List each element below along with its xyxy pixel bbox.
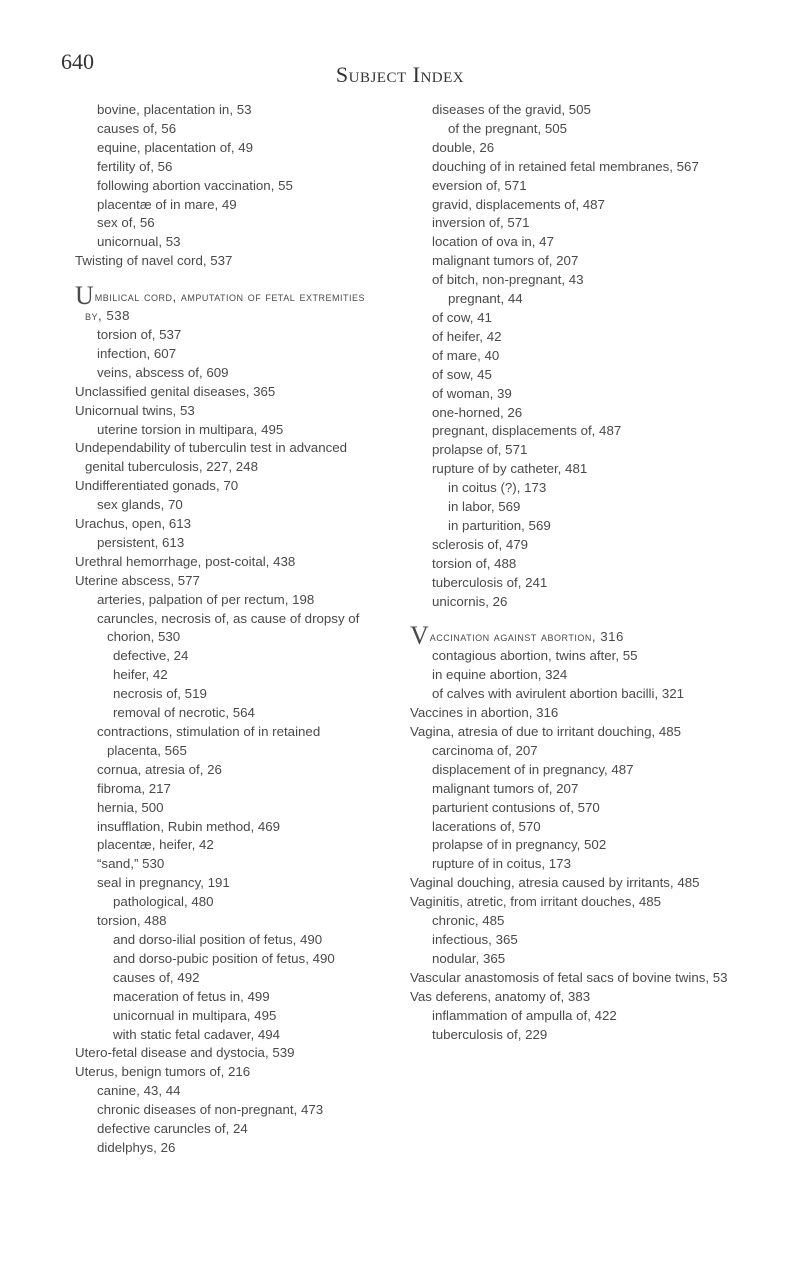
index-entry: in coitus (?), 173	[448, 480, 547, 496]
index-entry: persistent, 613	[97, 534, 185, 550]
index-entry: carcinoma of, 207	[432, 742, 538, 758]
index-entry: in parturition, 569	[448, 517, 551, 533]
index-entry: Vas deferens, anatomy of, 383	[410, 988, 591, 1004]
index-entry: of bitch, non-pregnant, 43	[432, 272, 584, 288]
index-entry: Vaginal douching, atresia caused by irritants, 485	[410, 875, 700, 891]
index-entry: veins, abscess of, 609	[97, 364, 229, 380]
index-entry: infectious, 365	[432, 931, 518, 947]
index-entry: of calves with avirulent abortion bacilli, 321	[432, 686, 685, 702]
running-title: Subject Index	[335, 62, 465, 87]
index-entry: unicornual in multipara, 495	[113, 1007, 277, 1023]
index-entry: Vaccines in abortion, 316	[410, 705, 559, 721]
index-entry: caruncles, necrosis of, as cause of dropsy of chorion, 530	[97, 610, 360, 645]
index-entry: uterine torsion in multipara, 495	[97, 421, 284, 437]
index-entry: contagious abortion, twins after, 55	[432, 648, 638, 664]
index-entry: of heifer, 42	[432, 328, 502, 344]
index-entry: equine, placentation of, 49	[97, 139, 253, 155]
index-entry: douching of in retained fetal membranes, 567	[432, 158, 699, 174]
index-entry-text: mbilical cord, amputation of fetal extremities by, 538	[85, 289, 365, 324]
index-entry: Uterine abscess, 577	[75, 572, 200, 588]
page-number: 640	[61, 49, 94, 74]
index-entry: tuberculosis of, 241	[432, 574, 548, 590]
index-entry: of mare, 40	[432, 347, 500, 363]
index-entry: chronic, 485	[432, 913, 505, 929]
index-entry: rupture of by catheter, 481	[432, 461, 588, 477]
index-entry: following abortion vaccination, 55	[97, 177, 293, 193]
index-section-start	[75, 281, 375, 326]
index-entry: sclerosis of, 479	[432, 536, 529, 552]
index-entry: defective caruncles of, 24	[97, 1121, 248, 1137]
index-entry: malignant tumors of, 207	[432, 780, 579, 796]
drop-cap-letter: U	[75, 281, 94, 311]
index-entry: heifer, 42	[113, 667, 168, 683]
index-section-start	[410, 621, 728, 651]
index-entry: prolapse of in pregnancy, 502	[432, 837, 607, 853]
index-entry: Twisting of navel cord, 537	[75, 253, 233, 269]
index-entry: lacerations of, 570	[432, 818, 541, 834]
index-entry: parturient contusions of, 570	[432, 799, 600, 815]
index-entry: Undifferentiated gonads, 70	[75, 478, 239, 494]
index-entry: didelphys, 26	[97, 1139, 176, 1155]
index-entry: necrosis of, 519	[113, 686, 207, 702]
index-entry: removal of necrotic, 564	[113, 705, 255, 721]
index-entry: chronic diseases of non-pregnant, 473	[97, 1102, 324, 1118]
index-entry: double, 26	[432, 139, 495, 155]
index-entry: torsion, 488	[97, 913, 167, 929]
index-entry: with static fetal cadaver, 494	[113, 1026, 281, 1042]
index-entry: prolapse of, 571	[432, 442, 528, 458]
drop-cap-letter: V	[410, 621, 429, 651]
index-entry: nodular, 365	[432, 950, 506, 966]
index-entry: causes of, 492	[113, 969, 200, 985]
index-entry: rupture of in coitus, 173	[432, 856, 571, 872]
index-entry: inversion of, 571	[432, 215, 530, 231]
index-entry: infection, 607	[97, 345, 177, 361]
index-entry: fibroma, 217	[97, 780, 171, 796]
index-column-right	[410, 101, 728, 1044]
index-entry: tuberculosis of, 229	[432, 1026, 548, 1042]
index-entry: fertility of, 56	[97, 158, 173, 174]
index-entry: of cow, 41	[432, 309, 492, 325]
index-entry: displacement of in pregnancy, 487	[432, 761, 634, 777]
index-entry: Unclassified genital diseases, 365	[75, 383, 276, 399]
index-entry: unicornis, 26	[432, 593, 508, 609]
index-entry: one-horned, 26	[432, 404, 523, 420]
index-entry: Vagina, atresia of due to irritant douching, 485	[410, 724, 682, 739]
index-entry: bovine, placentation in, 53	[97, 102, 252, 117]
index-entry: unicornual, 53	[97, 234, 181, 250]
index-entry: Unicornual twins, 53	[75, 402, 195, 418]
index-entry: insufflation, Rubin method, 469	[97, 818, 281, 834]
index-entry: pathological, 480	[113, 894, 214, 910]
index-entry: in equine abortion, 324	[432, 667, 568, 683]
index-entry: “sand,” 530	[97, 856, 165, 872]
index-entry: Urethral hemorrhage, post-coital, 438	[75, 553, 296, 569]
index-entry: torsion of, 537	[97, 326, 182, 342]
index-entry: Urachus, open, 613	[75, 516, 192, 532]
index-entry: and dorso-ilial position of fetus, 490	[113, 931, 323, 947]
index-entry: malignant tumors of, 207	[432, 253, 579, 269]
index-entry: pregnant, displacements of, 487	[432, 423, 622, 439]
index-entry: Undependability of tuberculin test in advanced genital tuberculosis, 227, 248	[75, 440, 348, 475]
index-entry: pregnant, 44	[448, 291, 523, 307]
index-entry: Vaginitis, atretic, from irritant douches, 485	[410, 894, 662, 910]
index-entry: arteries, palpation of per rectum, 198	[97, 591, 315, 607]
index-entry: placentæ, heifer, 42	[97, 837, 214, 853]
index-entry: and dorso-pubic position of fetus, 490	[113, 950, 335, 966]
running-head	[0, 62, 800, 88]
index-entry: Vascular anastomosis of fetal sacs of bovine twins, 53	[410, 969, 728, 985]
index-entry-text: accination against abortion, 316	[429, 629, 624, 645]
index-entry: eversion of, 571	[432, 177, 527, 193]
index-entry: canine, 43, 44	[97, 1083, 181, 1099]
index-entry: of woman, 39	[432, 385, 512, 401]
index-entry: contractions, stimulation of in retained placenta, 565	[97, 724, 321, 758]
index-entry: defective, 24	[113, 648, 189, 664]
index-entry: maceration of fetus in, 499	[113, 988, 270, 1004]
index-entry: seal in pregnancy, 191	[97, 875, 230, 891]
index-entry: placentæ of in mare, 49	[97, 196, 237, 212]
index-entry: inflammation of ampulla of, 422	[432, 1007, 617, 1023]
index-entry: causes of, 56	[97, 120, 177, 136]
index-entry: hernia, 500	[97, 799, 164, 815]
index-entry: cornua, atresia of, 26	[97, 761, 222, 777]
index-entry: gravid, displacements of, 487	[432, 196, 605, 212]
index-entry: of sow, 45	[432, 366, 492, 382]
index-entry: location of ova in, 47	[432, 234, 554, 250]
index-entry: diseases of the gravid, 505	[432, 102, 591, 117]
index-entry: Uterus, benign tumors of, 216	[75, 1064, 251, 1080]
index-entry: in labor, 569	[448, 499, 521, 515]
index-entry: sex of, 56	[97, 215, 155, 231]
index-entry: sex glands, 70	[97, 497, 183, 513]
index-entry: Utero-fetal disease and dystocia, 539	[75, 1045, 295, 1061]
index-entry: torsion of, 488	[432, 555, 517, 571]
index-entry: of the pregnant, 505	[448, 120, 568, 136]
index-column-left	[75, 101, 375, 1158]
